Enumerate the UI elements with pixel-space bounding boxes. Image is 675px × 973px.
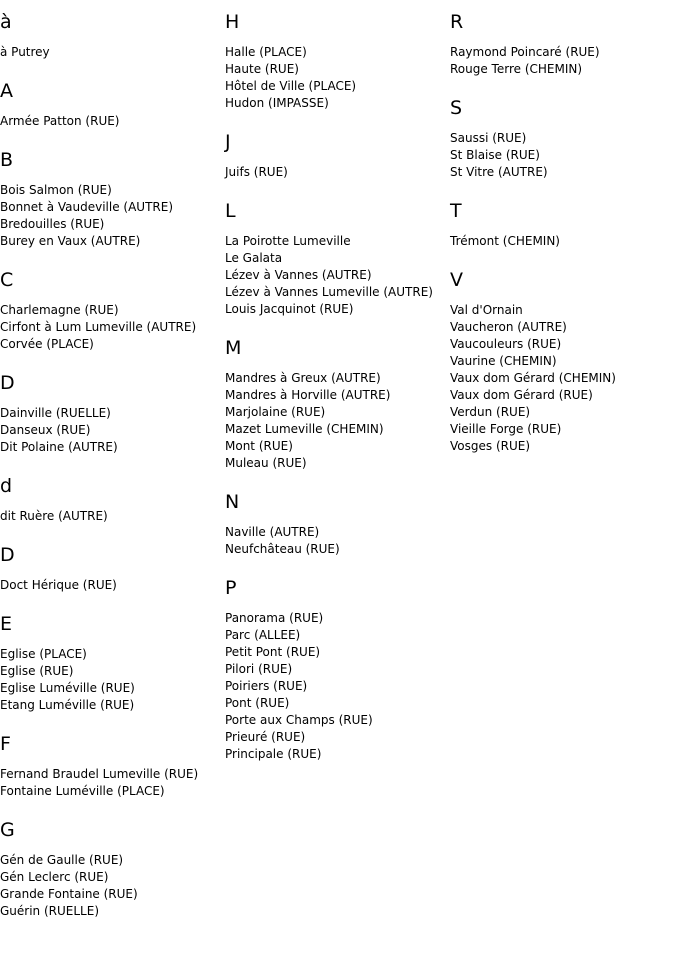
street-entry[interactable]: Poiriers (RUE)	[225, 679, 308, 693]
section-letter-heading: D	[0, 544, 15, 566]
street-list	[450, 233, 674, 250]
street-list	[0, 44, 224, 61]
section-letter-heading: M	[225, 337, 242, 359]
street-entry[interactable]: Parc (ALLEE)	[225, 628, 301, 642]
street-entry[interactable]: Danseux (RUE)	[0, 423, 91, 437]
street-list	[0, 852, 224, 920]
street-entry[interactable]: Muleau (RUE)	[225, 456, 307, 470]
section-letter-heading: F	[0, 733, 11, 755]
street-entry[interactable]: Verdun (RUE)	[450, 405, 531, 419]
street-entry[interactable]: dit Ruère (AUTRE)	[0, 509, 108, 523]
street-list	[0, 508, 224, 525]
street-list	[0, 405, 224, 456]
section-letter-heading: C	[0, 269, 14, 291]
street-entry[interactable]: Juifs (RUE)	[225, 165, 288, 179]
section-letter-heading: R	[450, 11, 464, 33]
street-list	[0, 113, 224, 130]
street-list	[450, 44, 674, 78]
street-list	[225, 370, 449, 472]
section-letter-heading: A	[0, 80, 13, 102]
street-entry[interactable]: Mandres à Horville (AUTRE)	[225, 388, 391, 402]
street-list	[225, 44, 449, 112]
index-column-3	[450, 11, 674, 474]
street-entry[interactable]: Lézev à Vannes Lumeville (AUTRE)	[225, 285, 433, 299]
street-entry[interactable]: Hudon (IMPASSE)	[225, 96, 329, 110]
letter-section	[225, 337, 449, 472]
street-entry[interactable]: Cirfont à Lum Lumeville (AUTRE)	[0, 320, 197, 334]
street-entry[interactable]: Corvée (PLACE)	[0, 337, 94, 351]
street-entry[interactable]: Eglise (RUE)	[0, 664, 74, 678]
section-letter-heading: B	[0, 149, 14, 171]
index-column-1	[0, 11, 224, 939]
street-entry[interactable]: Fontaine Luméville (PLACE)	[0, 784, 165, 798]
street-entry[interactable]: Haute (RUE)	[225, 62, 299, 76]
letter-section	[0, 475, 224, 525]
street-entry[interactable]: Vaurine (CHEMIN)	[450, 354, 557, 368]
street-entry[interactable]: Saussi (RUE)	[450, 131, 527, 145]
street-entry[interactable]: Bois Salmon (RUE)	[0, 183, 112, 197]
letter-section	[450, 97, 674, 181]
street-list	[0, 646, 224, 714]
letter-section	[0, 819, 224, 920]
street-entry[interactable]: Lézev à Vannes (AUTRE)	[225, 268, 372, 282]
letter-section	[0, 149, 224, 250]
letter-section	[0, 11, 224, 61]
street-entry[interactable]: La Poirotte Lumeville	[225, 234, 351, 248]
street-entry[interactable]: Fernand Braudel Lumeville (RUE)	[0, 767, 199, 781]
section-letter-heading: P	[225, 577, 237, 599]
street-entry[interactable]: Gén de Gaulle (RUE)	[0, 853, 124, 867]
street-entry[interactable]: Etang Luméville (RUE)	[0, 698, 135, 712]
section-letter-heading: à	[0, 11, 12, 33]
street-entry[interactable]: Armée Patton (RUE)	[0, 114, 120, 128]
letter-section	[450, 11, 674, 78]
street-entry[interactable]: Doct Hérique (RUE)	[0, 578, 117, 592]
street-list	[225, 233, 449, 318]
letter-section	[450, 200, 674, 250]
letter-section	[0, 544, 224, 594]
street-entry[interactable]: Eglise (PLACE)	[0, 647, 87, 661]
street-entry[interactable]: Le Galata	[225, 251, 283, 265]
street-entry[interactable]: Naville (AUTRE)	[225, 525, 320, 539]
letter-section	[225, 491, 449, 558]
street-entry[interactable]: Porte aux Champs (RUE)	[225, 713, 373, 727]
street-list	[0, 302, 224, 353]
section-letter-heading: H	[225, 11, 240, 33]
section-letter-heading: G	[0, 819, 15, 841]
street-entry[interactable]: Vaucheron (AUTRE)	[450, 320, 567, 334]
street-entry[interactable]: Gén Leclerc (RUE)	[0, 870, 109, 884]
street-list	[0, 182, 224, 250]
street-entry[interactable]: Mont (RUE)	[225, 439, 293, 453]
street-entry[interactable]: Principale (RUE)	[225, 747, 322, 761]
street-entry[interactable]: Neufchâteau (RUE)	[225, 542, 340, 556]
street-entry[interactable]: St Blaise (RUE)	[450, 148, 540, 162]
letter-section	[0, 613, 224, 714]
street-list	[225, 610, 449, 763]
street-entry[interactable]: Vaucouleurs (RUE)	[450, 337, 562, 351]
street-entry[interactable]: Grande Fontaine (RUE)	[0, 887, 138, 901]
street-list	[0, 766, 224, 800]
street-entry[interactable]: Guérin (RUELLE)	[0, 904, 99, 918]
street-list	[0, 577, 224, 594]
street-entry[interactable]: Charlemagne (RUE)	[0, 303, 119, 317]
street-list	[450, 130, 674, 181]
street-entry[interactable]: Mandres à Greux (AUTRE)	[225, 371, 381, 385]
street-entry[interactable]: Vosges (RUE)	[450, 439, 531, 453]
index-column-2	[225, 11, 449, 782]
street-entry[interactable]: Vieille Forge (RUE)	[450, 422, 562, 436]
street-entry[interactable]: Marjolaine (RUE)	[225, 405, 326, 419]
street-entry[interactable]: Vaux dom Gérard (RUE)	[450, 388, 593, 402]
street-list	[450, 302, 674, 455]
letter-section	[225, 131, 449, 181]
street-entry[interactable]: Halle (PLACE)	[225, 45, 307, 59]
section-letter-heading: S	[450, 97, 463, 119]
letter-section	[0, 80, 224, 130]
street-entry[interactable]: à Putrey	[0, 45, 50, 59]
street-entry[interactable]: Dainville (RUELLE)	[0, 406, 111, 420]
street-entry[interactable]: Bonnet à Vaudeville (AUTRE)	[0, 200, 173, 214]
street-list	[225, 524, 449, 558]
letter-section	[0, 269, 224, 353]
section-letter-heading: J	[225, 131, 231, 153]
street-entry[interactable]: Eglise Luméville (RUE)	[0, 681, 135, 695]
letter-section	[225, 200, 449, 318]
street-entry[interactable]: Louis Jacquinot (RUE)	[225, 302, 354, 316]
letter-section	[225, 11, 449, 112]
street-entry[interactable]: Petit Pont (RUE)	[225, 645, 321, 659]
street-entry[interactable]: Burey en Vaux (AUTRE)	[0, 234, 141, 248]
letter-section	[450, 269, 674, 455]
street-entry[interactable]: Trémont (CHEMIN)	[450, 234, 560, 248]
street-entry[interactable]: Vaux dom Gérard (CHEMIN)	[450, 371, 616, 385]
section-letter-heading: d	[0, 475, 13, 497]
letter-section	[0, 733, 224, 800]
street-entry[interactable]: Bredouilles (RUE)	[0, 217, 105, 231]
street-entry[interactable]: Pont (RUE)	[225, 696, 290, 710]
street-entry[interactable]: Rouge Terre (CHEMIN)	[450, 62, 583, 76]
street-entry[interactable]: Dit Polaine (AUTRE)	[0, 440, 118, 454]
section-letter-heading: L	[225, 200, 236, 222]
letter-section	[225, 577, 449, 763]
street-entry[interactable]: Pilori (RUE)	[225, 662, 293, 676]
section-letter-heading: D	[0, 372, 15, 394]
section-letter-heading: T	[450, 200, 462, 222]
street-list	[225, 164, 449, 181]
street-entry[interactable]: St Vitre (AUTRE)	[450, 165, 548, 179]
street-entry[interactable]: Mazet Lumeville (CHEMIN)	[225, 422, 384, 436]
street-entry[interactable]: Panorama (RUE)	[225, 611, 324, 625]
section-letter-heading: N	[225, 491, 240, 513]
section-letter-heading: E	[0, 613, 13, 635]
letter-section	[0, 372, 224, 456]
street-entry[interactable]: Hôtel de Ville (PLACE)	[225, 79, 357, 93]
section-letter-heading: V	[450, 269, 463, 291]
street-entry[interactable]: Raymond Poincaré (RUE)	[450, 45, 600, 59]
street-entry[interactable]: Prieuré (RUE)	[225, 730, 306, 744]
street-entry[interactable]: Val d'Ornain	[450, 303, 523, 317]
